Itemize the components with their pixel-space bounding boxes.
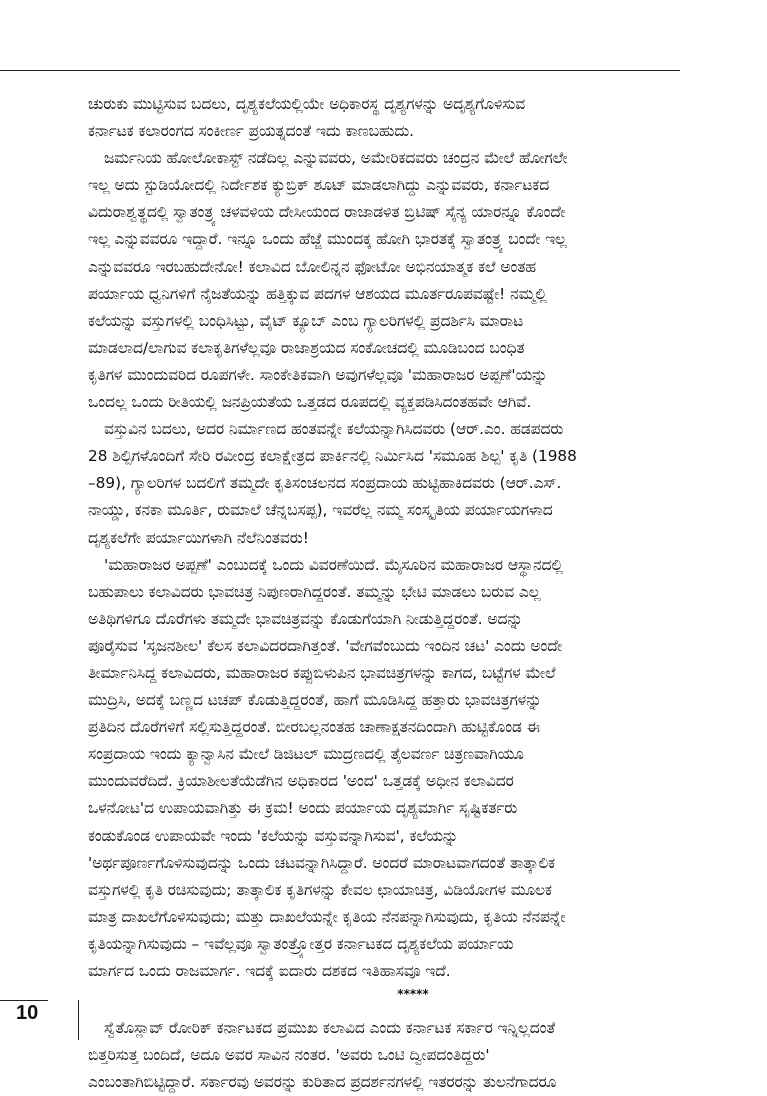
text-line: ಅತಿಥಿಗಳಿಗೂ ದೊರೆಗಳು ತಮ್ಮದೇ ಭಾವಚಿತ್ರವನ್ನು ಕೊಡುಗೆಯಾಗಿ ನೀಡುತ್ತಿದ್ದರಂತೆ. ಅದನ್ನು xyxy=(88,609,523,628)
text-line: ನಾಯ್ಡು, ಕನಕಾ ಮೂರ್ತಿ, ರುಮಾಲೆ ಚೆನ್ನಬಸಪ್ಪ), ಇವರೆಲ್ಲ ನಮ್ಮ ಸಂಸ್ಕೃತಿಯ ಪರ್ಯಾಯಗಳಾದ xyxy=(88,501,553,520)
text-line: ಪ್ರತಿದಿನ ದೊರೆಗಳಿಗೆ ಸಲ್ಲಿಸುತ್ತಿದ್ದರಂತೆ. ಬೀರಬಲ್ಲನಂತಹ ಚಾಣಾಕ್ಷತನದಿಂದಾಗಿ ಹುಟ್ಟಿಕೊಂಡ ಈ xyxy=(88,718,540,737)
text-line: ಒಂದಲ್ಲ ಒಂದು ರೀತಿಯಲ್ಲಿ ಜನಪ್ರಿಯತೆಯ ಒತ್ತಡದ ರೂಪದಲ್ಲಿ ವ್ಯಕ್ತಪಡಿಸಿದಂತಹವೇ ಆಗಿವೆ. xyxy=(88,393,532,412)
text-line: ಮುಂದುವರೆದಿದೆ. ಕ್ರಿಯಾಶೀಲತೆಯೆಡೆಗಿನ ಅಧಿಕಾರದ 'ಅಂದ' ಒತ್ತಡಕ್ಕೆ ಅಧೀನ ಕಲಾವಿದರ xyxy=(88,772,514,791)
text-line: ಮಾತ್ರ ದಾಖಲೆಗೊಳಿಸುವುದು; ಮತ್ತು ದಾಖಲೆಯನ್ನೇ ಕೃತಿಯ ನೆನಪನ್ನಾಗಿಸುವುದು, ಕೃತಿಯ ನೆನಪನ್ನೇ xyxy=(88,907,566,926)
text-line: ತೀರ್ಮಾನಿಸಿದ್ದ ಕಲಾವಿದರು, ಮಹಾರಾಜರ ಕಪ್ಪುಬಿಳುಪಿನ ಭಾವಚಿತ್ರಗಳನ್ನು ಕಾಗದ, ಬಟ್ಟೆಗಳ ಮೇಲೆ xyxy=(88,663,556,682)
text-line: ವಸ್ತುಗಳಲ್ಲಿ ಕೃತಿ ರಚಿಸುವುದು; ತಾತ್ಕಾಲಿಕ ಕೃತಿಗಳನ್ನು ಕೇವಲ ಛಾಯಾಚಿತ್ರ, ವಿಡಿಯೋಗಳ ಮೂಲಕ xyxy=(88,880,552,899)
text-line: ಎಂಬಂತಾಗಿಬಿಟ್ಟಿದ್ದಾರೆ. ಸರ್ಕಾರವು ಅವರನ್ನು ಕುರಿತಾದ ಪ್ರದರ್ಶನಗಳಲ್ಲಿ ಇತರರನ್ನು ತುಲನೆಗಾದರೂ xyxy=(88,1073,557,1092)
text-line: 'ಅರ್ಥಪೂರ್ಣಗೊಳಿಸುವುದನ್ನು ಒಂದು ಚಟವನ್ನಾಗಿಸಿದ್ದಾರೆ. ಅಂದರೆ ಮಾರಾಟವಾಗದಂತೆ ತಾತ್ಕಾಲಿಕ xyxy=(88,853,556,872)
text-line: ವಿದುರಾಶ್ವತ್ಥದಲ್ಲಿ ಸ್ವಾತಂತ್ರ್ಯ ಚಳವಳಿಯ ದೇಸೀಯಂದ ರಾಜಾಡಳಿತ ಬ್ರಿಟಿಷ್ ಸೈನ್ಯ ಯಾರನ್ನೂ ಕೊಂದೇ xyxy=(88,203,566,222)
text-line: ಚುರುಕು ಮುಟ್ಟಿಸುವ ಬದಲು, ದೃಶ್ಯಕಲೆಯಲ್ಲಿಯೇ ಅಧಿಕಾರಸ್ಥ ದೃಶ್ಯಗಳನ್ನು ಅದೃಶ್ಯಗೊಳಿಸುವ xyxy=(88,95,526,113)
header-rule xyxy=(0,70,680,71)
text-line: ಮುದ್ರಿಸಿ, ಅದಕ್ಕೆ ಬಣ್ಣದ ಟಚಪ್ ಕೊಡುತ್ತಿದ್ದರಂತೆ, ಹಾಗೆ ಮೂಡಿಸಿದ್ದ ಹತ್ತಾರು ಭಾವಚಿತ್ರಗಳನ್ನು xyxy=(88,691,542,710)
margin-rule xyxy=(78,1000,79,1040)
text-line: ಪರ್ಯಾಯ ಧ್ವನಿಗಳಿಗೆ ನೈಜತೆಯನ್ನು ಹತ್ತಿಕ್ಕುವ ಪದಗಳ ಆಶಯದ ಮೂರ್ತರೂಪವಷ್ಟೇ! ನಮ್ಮಲ್ಲಿ xyxy=(88,284,547,303)
text-line: ಕರ್ನಾಟಕ ಕಲಾರಂಗದ ಸಂಕೀರ್ಣ ಪ್ರಯತ್ನದಂತೆ ಇದು ಕಾಣಬಹುದು. xyxy=(88,122,415,141)
text-line: ಒಳನೋಟ'ದ ಉಪಾಯವಾಗಿತ್ತು ಈ ಕ್ರಮ! ಅಂದು ಪರ್ಯಾಯ ದೃಶ್ಯಮಾರ್ಗಿ ಸೃಷ್ಟಿಕರ್ತರು xyxy=(88,799,518,818)
text-line: ಮಾಡಲಾದ/ಲಾಗುವ ಕಲಾಕೃತಿಗಳೆಲ್ಲವೂ ರಾಜಾಶ್ರಯದ ಸಂಕೋಚದಲ್ಲಿ ಮೂಡಿಬಂದ ಬಂಧಿತ xyxy=(88,338,525,357)
text-line: 'ಮಹಾರಾಜರ ಅಪ್ಪಣೆ' ಎಂಬುದಕ್ಕೆ ಒಂದು ವಿವರಣೆಯಿದೆ. ಮೈಸೂರಿನ ಮಹಾರಾಜರ ಆಸ್ಥಾನದಲ್ಲಿ xyxy=(104,555,563,574)
text-line: ಬಿತ್ತರಿಸುತ್ತ ಬಂದಿದೆ, ಅದೂ ಅವರ ಸಾವಿನ ನಂತರ. 'ಅವರು ಒಂಟಿ ದ್ವೀಪದಂತಿದ್ದರು' xyxy=(88,1046,490,1065)
text-line: ಪೂರೈಸುವ 'ಸೃಜನಶೀಲ' ಕೆಲಸ ಕಲಾವಿದರದಾಗಿತ್ತಂತೆ. 'ವೇಗವೆಂಬುದು ಇಂದಿನ ಚಟ' ಎಂದು ಅಂದೇ xyxy=(88,636,563,655)
text-line: ವಸ್ತುವಿನ ಬದಲು, ಅದರ ನಿರ್ಮಾಣದ ಹಂತವನ್ನೇ ಕಲೆಯನ್ನಾಗಿಸಿದವರು (ಆರ್.ಎಂ. ಹಡಪದರು xyxy=(104,420,564,439)
text-line: ಕಲೆಯನ್ನು ವಸ್ತುಗಳಲ್ಲಿ ಬಂಧಿಸಿಟ್ಟು, ವೈಟ್ ಕ್ಯೂಬ್ ಎಂಬ ಗ್ಯಾಲರಿಗಳಲ್ಲಿ ಪ್ರದರ್ಶಿಸಿ ಮಾರಾಟ xyxy=(88,311,524,330)
text-line: 28 ಶಿಲ್ಪಿಗಳೊಂದಿಗೆ ಸೇರಿ ರವೀಂದ್ರ ಕಲಾಕ್ಷೇತ್ರದ ಪಾರ್ಕಿನಲ್ಲಿ ನಿರ್ಮಿಸಿದ 'ಸಮೂಹ ಶಿಲ್ಪ' ಕೃತಿ (1988 xyxy=(88,447,577,466)
text-line: ಸಂಪ್ರದಾಯ ಇಂದು ಕ್ಯಾನ್ವಾಸಿನ ಮೇಲೆ ಡಿಜಿಟಲ್ ಮುದ್ರಣದಲ್ಲಿ ತೈಲವರ್ಣ ಚಿತ್ರಣವಾಗಿಯೂ xyxy=(88,745,524,764)
text-line: –89), ಗ್ಯಾಲರಿಗಳ ಬದಲಿಗೆ ತಮ್ಮದೇ ಕೃತಿಸಂಚಲನದ ಸಂಪ್ರದಾಯ ಹುಟ್ಟಿಹಾಕಿದವರು (ಆರ್.ಎಸ್. xyxy=(88,474,562,493)
text-line: ಎನ್ನುವವರೂ ಇರಬಹುದೇನೋ! ಕಲಾವಿದ ಬೋಲಿನ್ನನ ಫೋಟೋ ಅಭಿನಯಾತ್ಮಕ ಕಲೆ ಅಂತಹ xyxy=(88,257,536,276)
body-text xyxy=(88,91,678,1096)
text-line: ಕೃತಿಯನ್ನಾಗಿಸುವುದು – ಇವೆಲ್ಲವೂ ಸ್ವಾತಂತ್ರ್ಯೋತ್ತರ ಕರ್ನಾಟಕದ ದೃಶ್ಯಕಲೆಯ ಪರ್ಯಾಯ xyxy=(88,934,514,953)
paragraph-block xyxy=(88,91,678,985)
text-line: ಕೃತಿಗಳ ಮುಂದುವರಿದ ರೂಪಗಳೇ. ಸಾಂಕೇತಿಕವಾಗಿ ಅವುಗಳೆಲ್ಲವೂ 'ಮಹಾರಾಜರ ಅಪ್ಪಣೆ'ಯನ್ನು xyxy=(88,365,548,384)
text-line: ಸ್ವೆತೊಸ್ಲಾವ್ ರೋರಿಕ್ ಕರ್ನಾಟಕದ ಪ್ರಮುಖ ಕಲಾವಿದ ಎಂದು ಕರ್ನಾಟಕ ಸರ್ಕಾರ ಇನ್ನಿಲ್ಲದಂತೆ xyxy=(104,1019,556,1038)
text-line: ಇಲ್ಲ ಅದು ಸ್ಟುಡಿಯೋದಲ್ಲಿ ನಿರ್ದೇಶಕ ಕ್ಯುಬ್ರಿಕ್ ಶೂಟ್ ಮಾಡಲಾಗಿದ್ದು ಎನ್ನುವವರು, ಕರ್ನಾಟಕದ xyxy=(88,176,550,195)
footer-rule xyxy=(0,1000,48,1001)
text-line: ಕಂಡುಕೊಂಡ ಉಪಾಯವೇ ಇಂದು 'ಕಲೆಯನ್ನು ವಸ್ತುವನ್ನಾಗಿಸುವ', ಕಲೆಯನ್ನು xyxy=(88,826,459,845)
text-line: ಮಾರ್ಗದ ಒಂದು ರಾಜಮಾರ್ಗ. ಇದಕ್ಕೆ ಐದಾರು ದಶಕದ ಇತಿಹಾಸವೂ ಇದೆ. xyxy=(88,962,451,980)
text-line: ದೃಶ್ಯಕಲೆಗೇ ಪರ್ಯಾಯಿಗಳಾಗಿ ನೆಲೆನಿಂತವರು! xyxy=(88,528,309,547)
section-separator: ***** xyxy=(397,987,429,1002)
text-line: ಇಲ್ಲ ಎನ್ನುವವರೂ ಇದ್ದಾರೆ. ಇನ್ನೂ ಒಂದು ಹೆಜ್ಜೆ ಮುಂದಕ್ಕ ಹೋಗಿ ಭಾರತಕ್ಕೆ ಸ್ವಾತಂತ್ರ್ಯ ಬಂದೇ ಇಲ್ಲ xyxy=(88,230,567,249)
paragraph-block-after xyxy=(88,1015,678,1096)
page-number: 10 xyxy=(16,1002,39,1024)
separator-gap xyxy=(88,1003,678,1015)
text-line: ಜರ್ಮನಿಯ ಹೋಲೋಕಾಸ್ಟ್ ನಡೆದಿಲ್ಲ ಎನ್ನುವವರು, ಅಮೇರಿಕದವರು ಚಂದ್ರನ ಮೇಲೆ ಹೋಗಲೇ xyxy=(104,149,568,168)
text-line: ಬಹುಪಾಲು ಕಲಾವಿದರು ಭಾವಚಿತ್ರ ನಿಪುಣರಾಗಿದ್ದರಂತೆ. ತಮ್ಮನ್ನು ಭೇಟಿ ಮಾಡಲು ಬರುವ ಎಲ್ಲ xyxy=(88,582,541,601)
